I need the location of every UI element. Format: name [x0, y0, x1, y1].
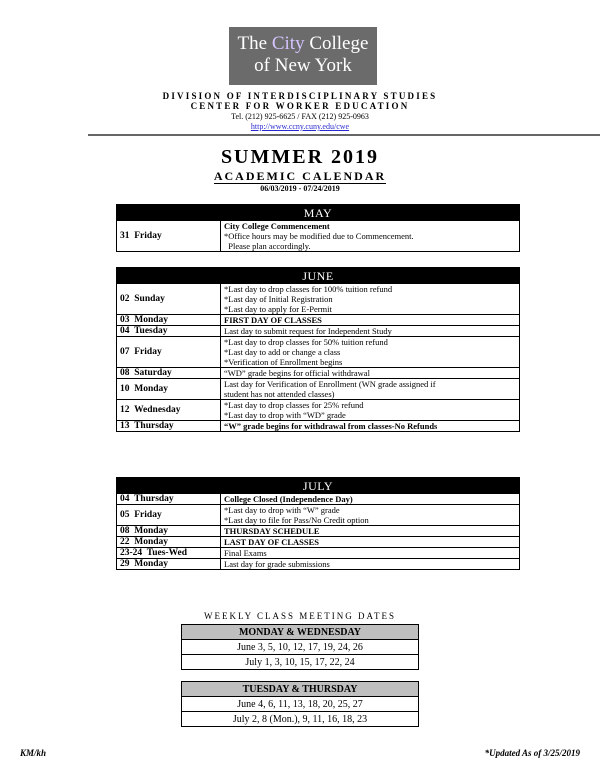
calendar-row: [117, 548, 520, 559]
event-line: *Last day to drop with “W” grade: [224, 505, 340, 515]
row-events: [221, 221, 520, 252]
event-line: THURSDAY SCHEDULE: [224, 526, 320, 536]
row-events: [221, 368, 520, 379]
page-subtitle: ACADEMIC CALENDAR: [213, 169, 387, 183]
division-name: DIVISION OF INTERDISCIPLINARY STUDIES: [162, 91, 438, 101]
event-line: Last day for Verification of Enrollment (WN grade assigned if: [224, 379, 436, 389]
calendar-row: [117, 379, 520, 400]
event-line: Last day for grade submissions: [224, 559, 330, 569]
row-date: 31 Friday: [117, 221, 221, 252]
weekly-dates-row: July 2, 8 (Mon.), 9, 11, 16, 18, 23: [182, 712, 419, 727]
page-title: SUMMER 2019: [220, 146, 380, 168]
calendar-row: [117, 326, 520, 337]
weekly-dates-row: June 4, 6, 11, 13, 18, 20, 25, 27: [182, 697, 419, 712]
row-events: [221, 326, 520, 337]
row-date: 08 Saturday: [117, 368, 221, 379]
row-events: [221, 337, 520, 368]
row-events: [221, 559, 520, 570]
event-line: *Office hours may be modified due to Commencement.: [224, 231, 414, 241]
row-events: [221, 494, 520, 505]
footer-updated: *Updated As of 3/25/2019: [484, 748, 580, 758]
row-date: 05 Friday: [117, 505, 221, 526]
calendar-row: [117, 400, 520, 421]
event-line: LAST DAY OF CLASSES: [224, 537, 320, 547]
row-date: 04 Thursday: [117, 494, 221, 505]
calendar-row: [117, 368, 520, 379]
event-line: *Last day of Initial Registration: [224, 294, 333, 304]
contact-phone: Tel. (212) 925-6625 / FAX (212) 925-0963: [231, 112, 369, 121]
calendar-row: [117, 494, 520, 505]
event-line: FIRST DAY OF CLASSES: [224, 315, 322, 325]
event-line: “WD” grade begins for official withdrawal: [224, 368, 370, 378]
row-events: [221, 548, 520, 559]
row-date: 04 Tuesday: [117, 326, 221, 337]
row-date: 03 Monday: [117, 315, 221, 326]
calendar-row: [117, 337, 520, 368]
calendar-row: [117, 284, 520, 315]
row-events: [221, 505, 520, 526]
event-line: “W” grade begins for withdrawal from classes-No Refunds: [224, 421, 438, 431]
header-divider: [88, 134, 600, 136]
row-events: [221, 284, 520, 315]
event-line: Please plan accordingly.: [224, 241, 311, 251]
row-events: [221, 421, 520, 432]
calendar-row: [117, 315, 520, 326]
row-date: 29 Monday: [117, 559, 221, 570]
weekly-header: TUESDAY & THURSDAY: [182, 682, 419, 697]
row-date: 07 Friday: [117, 337, 221, 368]
event-line: *Last day to apply for E-Permit: [224, 304, 332, 314]
weekly-dates-row: July 1, 3, 10, 15, 17, 22, 24: [182, 655, 419, 670]
logo-line-1: The City College: [237, 33, 369, 54]
row-events: [221, 526, 520, 537]
row-events: [221, 379, 520, 400]
row-date: 10 Monday: [117, 379, 221, 400]
calendar-row: [117, 505, 520, 526]
row-date: 13 Thursday: [117, 421, 221, 432]
event-line: Final Exams: [224, 548, 267, 558]
center-name: CENTER FOR WORKER EDUCATION: [190, 101, 410, 111]
event-line: *Last day to drop classes for 100% tuition refund: [224, 284, 393, 294]
calendar-row: [117, 526, 520, 537]
row-date: 12 Wednesday: [117, 400, 221, 421]
row-date: 23-24 Tues-Wed: [117, 548, 221, 559]
event-line: *Last day to file for Pass/No Credit option: [224, 515, 369, 525]
calendar-row: [117, 421, 520, 432]
month-table-june: [116, 267, 520, 432]
calendar-row: [117, 537, 520, 548]
weekly-table-mon-wed: [181, 624, 419, 670]
event-line: Last day to submit request for Independent Study: [224, 326, 392, 336]
row-date: 08 Monday: [117, 526, 221, 537]
event-line: *Last day to drop classes for 25% refund: [224, 400, 364, 410]
website-link[interactable]: http://www.ccny.cuny.edu/cwe: [250, 122, 350, 131]
event-line: *Last day to drop with “WD” grade: [224, 410, 346, 420]
logo-line-2: of New York: [254, 55, 352, 76]
month-header: JUNE: [117, 268, 520, 284]
month-table-may: [116, 204, 520, 252]
row-events: [221, 537, 520, 548]
calendar-row: [117, 221, 520, 252]
event-line: *Verification of Enrollment begins: [224, 357, 343, 367]
row-events: [221, 400, 520, 421]
college-logo: [229, 27, 377, 85]
row-events: [221, 315, 520, 326]
month-header: MAY: [117, 205, 520, 221]
month-table-july: [116, 477, 520, 570]
row-date: 02 Sunday: [117, 284, 221, 315]
event-line: City College Commencement: [224, 221, 330, 231]
calendar-row: [117, 559, 520, 570]
weekly-title: WEEKLY CLASS MEETING DATES: [203, 611, 396, 621]
row-date: 22 Monday: [117, 537, 221, 548]
footer-initials: KM/kh: [20, 748, 47, 758]
weekly-header: MONDAY & WEDNESDAY: [182, 625, 419, 640]
event-line: student has not attended classes): [224, 389, 335, 399]
weekly-table-tue-thu: [181, 681, 419, 727]
event-line: *Last day to drop classes for 50% tuition refund: [224, 337, 388, 347]
event-line: College Closed (Independence Day): [224, 494, 353, 504]
weekly-dates-row: June 3, 5, 10, 12, 17, 19, 24, 26: [182, 640, 419, 655]
term-date-range: 06/03/2019 - 07/24/2019: [260, 184, 340, 193]
event-line: *Last day to add or change a class: [224, 347, 341, 357]
month-header: JULY: [117, 478, 520, 494]
